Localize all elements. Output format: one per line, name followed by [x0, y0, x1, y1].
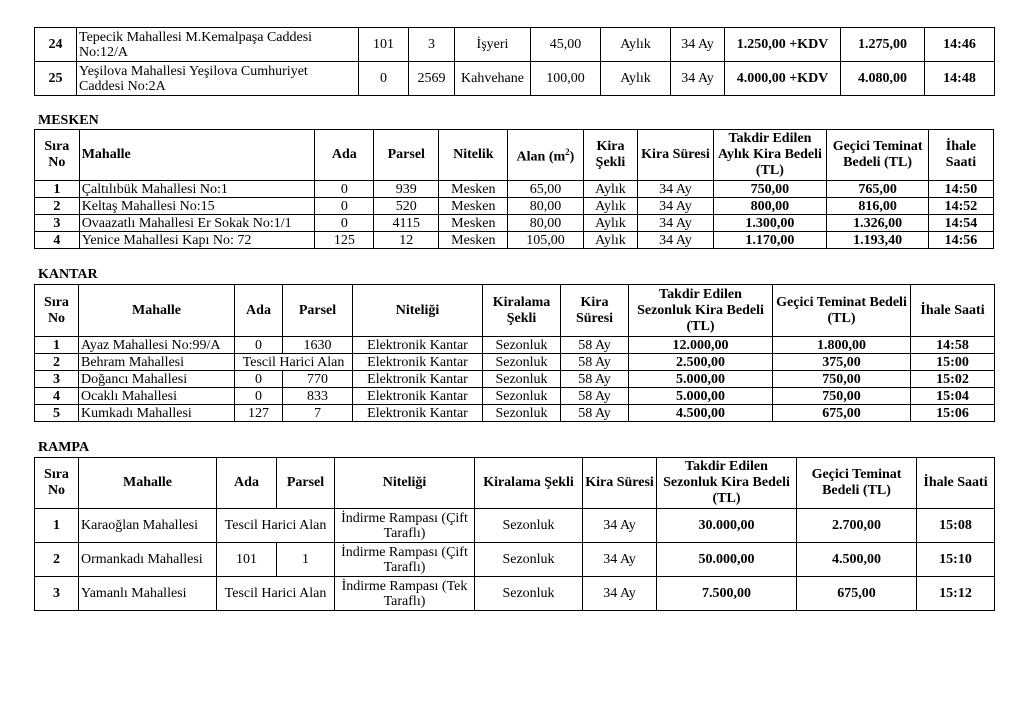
col-alan-text: Alan (m	[516, 149, 566, 165]
takdir-cell: 1.300,00	[713, 215, 827, 232]
table-row	[35, 198, 994, 215]
kira-suresi-cell: 34 Ay	[671, 62, 725, 96]
sira-no: 24	[35, 28, 77, 62]
parsel-cell: 2569	[409, 62, 455, 96]
takdir-cell: 750,00	[713, 181, 827, 198]
col-ada: Ada	[315, 130, 374, 181]
nitelik-cell: Mesken	[439, 198, 508, 215]
ihale-saati-cell: 15:04	[911, 388, 995, 405]
teminat-cell: 1.326,00	[827, 215, 929, 232]
ihale-saati-cell: 14:54	[928, 215, 993, 232]
ada-cell: 125	[315, 232, 374, 249]
parsel-cell: 939	[374, 181, 439, 198]
col-takdir: Takdir Edilen Aylık Kira Bedeli (TL)	[713, 130, 827, 181]
kantar-section-title: KANTAR	[38, 267, 98, 282]
mesken-section-title: MESKEN	[38, 113, 99, 128]
table-row	[35, 215, 994, 232]
kira-sekli-cell: Aylık	[583, 181, 638, 198]
table-row	[35, 232, 994, 249]
ada-cell: 0	[235, 371, 283, 388]
kira-sekli-cell: Aylık	[583, 232, 638, 249]
sira-no: 5	[35, 405, 79, 422]
takdir-cell: 5.000,00	[629, 371, 773, 388]
sira-no: 1	[35, 337, 79, 354]
kiralama-cell: Sezonluk	[483, 405, 561, 422]
ihale-saati-cell: 15:08	[917, 509, 995, 543]
col-sira-no: Sıra No	[35, 285, 79, 337]
col-mahalle: Mahalle	[79, 130, 315, 181]
takdir-cell: 30.000,00	[657, 509, 797, 543]
rampa-table-block	[34, 457, 995, 611]
kantar-table	[34, 284, 995, 422]
ihale-saati-cell: 15:10	[917, 543, 995, 577]
teminat-cell: 375,00	[773, 354, 911, 371]
table-row	[35, 354, 995, 371]
ihale-saati-cell: 14:50	[928, 181, 993, 198]
kiralama-cell: Sezonluk	[475, 543, 583, 577]
nitelik-cell: Mesken	[439, 215, 508, 232]
sira-no: 25	[35, 62, 77, 96]
col-parsel: Parsel	[283, 285, 353, 337]
niteligi-cell: İndirme Rampası (Çift Taraflı)	[335, 543, 475, 577]
col-parsel: Parsel	[277, 458, 335, 509]
kira-suresi-cell: 34 Ay	[671, 28, 725, 62]
ihale-saati-cell: 14:58	[911, 337, 995, 354]
sira-no: 3	[35, 371, 79, 388]
takdir-cell: 50.000,00	[657, 543, 797, 577]
sira-no: 1	[35, 181, 80, 198]
sira-no: 2	[35, 198, 80, 215]
col-takdir: Takdir Edilen Sezonluk Kira Bedeli (TL)	[629, 285, 773, 337]
niteligi-cell: Elektronik Kantar	[353, 354, 483, 371]
col-parsel: Parsel	[374, 130, 439, 181]
alan-cell: 80,00	[508, 215, 583, 232]
col-alan	[508, 130, 583, 181]
col-alan-sup: 2	[565, 147, 570, 158]
ada-cell: 0	[359, 62, 409, 96]
col-nitelik: Nitelik	[439, 130, 508, 181]
table-row	[35, 181, 994, 198]
col-teminat: Geçici Teminat Bedeli (TL)	[797, 458, 917, 509]
ihale-saati-cell: 15:06	[911, 405, 995, 422]
table-row	[35, 388, 995, 405]
col-ada: Ada	[217, 458, 277, 509]
teminat-cell: 4.500,00	[797, 543, 917, 577]
table-row	[35, 509, 995, 543]
table-header-row	[35, 458, 995, 509]
takdir-cell: 5.000,00	[629, 388, 773, 405]
table-header-row	[35, 285, 995, 337]
col-niteligi: Niteliği	[353, 285, 483, 337]
niteligi-cell: Elektronik Kantar	[353, 371, 483, 388]
table-row	[35, 405, 995, 422]
kira-suresi-cell: 34 Ay	[583, 543, 657, 577]
rampa-table	[34, 457, 995, 611]
ada-cell: 0	[235, 337, 283, 354]
teminat-cell: 675,00	[773, 405, 911, 422]
rampa-section-title: RAMPA	[38, 440, 90, 455]
ada-parsel-cell: Tescil Harici Alan	[217, 509, 335, 543]
table-row	[35, 337, 995, 354]
mahalle-cell: Karaoğlan Mahallesi	[79, 509, 217, 543]
kantar-table-block	[34, 284, 995, 422]
isyeri-table-block	[34, 27, 995, 96]
alan-cell: 100,00	[531, 62, 601, 96]
ada-parsel-cell: Tescil Harici Alan	[235, 354, 353, 371]
takdir-cell: 12.000,00	[629, 337, 773, 354]
teminat-cell: 4.080,00	[841, 62, 925, 96]
teminat-cell: 816,00	[827, 198, 929, 215]
kira-sekli-cell: Aylık	[583, 215, 638, 232]
mahalle-cell: Ovaazatlı Mahallesi Er Sokak No:1/1	[79, 215, 315, 232]
col-ihale-saati: İhale Saati	[917, 458, 995, 509]
ihale-saati-cell: 14:48	[925, 62, 995, 96]
ada-cell: 0	[235, 388, 283, 405]
alan-cell: 80,00	[508, 198, 583, 215]
table-row	[35, 371, 995, 388]
kiralama-cell: Sezonluk	[483, 371, 561, 388]
ihale-saati-cell: 14:46	[925, 28, 995, 62]
alan-cell: 65,00	[508, 181, 583, 198]
takdir-cell: 1.170,00	[713, 232, 827, 249]
nitelik-cell: İşyeri	[455, 28, 531, 62]
teminat-cell: 2.700,00	[797, 509, 917, 543]
parsel-cell: 1	[277, 543, 335, 577]
col-kira-suresi: Kira Süresi	[561, 285, 629, 337]
sira-no: 4	[35, 232, 80, 249]
mahalle-cell: Keltaş Mahallesi No:15	[79, 198, 315, 215]
mesken-table-block	[34, 129, 994, 249]
kira-suresi-cell: 58 Ay	[561, 337, 629, 354]
col-ada: Ada	[235, 285, 283, 337]
kira-sekli-cell: Aylık	[583, 198, 638, 215]
takdir-cell: 800,00	[713, 198, 827, 215]
kira-suresi-cell: 34 Ay	[638, 198, 713, 215]
kiralama-cell: Sezonluk	[483, 337, 561, 354]
alan-cell: 45,00	[531, 28, 601, 62]
teminat-cell: 1.275,00	[841, 28, 925, 62]
ihale-saati-cell: 15:02	[911, 371, 995, 388]
table-header-row	[35, 130, 994, 181]
col-kira-suresi: Kira Süresi	[583, 458, 657, 509]
sira-no: 2	[35, 354, 79, 371]
kira-suresi-cell: 58 Ay	[561, 405, 629, 422]
niteligi-cell: Elektronik Kantar	[353, 388, 483, 405]
kira-suresi-cell: 58 Ay	[561, 388, 629, 405]
col-niteligi: Niteliği	[335, 458, 475, 509]
col-teminat: Geçici Teminat Bedeli (TL)	[773, 285, 911, 337]
teminat-cell: 1.800,00	[773, 337, 911, 354]
ada-cell: 0	[315, 198, 374, 215]
kira-sekli-cell: Aylık	[601, 28, 671, 62]
takdir-cell: 1.250,00 +KDV	[725, 28, 841, 62]
ada-cell: 127	[235, 405, 283, 422]
parsel-cell: 770	[283, 371, 353, 388]
isyeri-table	[34, 27, 995, 96]
ada-cell: 101	[359, 28, 409, 62]
ihale-saati-cell: 14:52	[928, 198, 993, 215]
takdir-cell: 2.500,00	[629, 354, 773, 371]
nitelik-cell: Mesken	[439, 181, 508, 198]
col-kiralama-sekli: Kiralama Şekli	[475, 458, 583, 509]
kira-suresi-cell: 58 Ay	[561, 371, 629, 388]
sira-no: 1	[35, 509, 79, 543]
table-row	[35, 62, 995, 96]
parsel-cell: 3	[409, 28, 455, 62]
col-sira-no: Sıra No	[35, 458, 79, 509]
kiralama-cell: Sezonluk	[475, 509, 583, 543]
mahalle-cell: Çaltılıbük Mahallesi No:1	[79, 181, 315, 198]
col-ihale-saati: İhale Saati	[928, 130, 993, 181]
table-row	[35, 543, 995, 577]
takdir-cell: 4.000,00 +KDV	[725, 62, 841, 96]
ada-cell: 0	[315, 181, 374, 198]
teminat-cell: 1.193,40	[827, 232, 929, 249]
teminat-cell: 750,00	[773, 371, 911, 388]
parsel-cell: 1630	[283, 337, 353, 354]
parsel-cell: 520	[374, 198, 439, 215]
ada-cell: 101	[217, 543, 277, 577]
niteligi-cell: İndirme Rampası (Çift Taraflı)	[335, 509, 475, 543]
mahalle-cell: Behram Mahallesi	[79, 354, 235, 371]
teminat-cell: 765,00	[827, 181, 929, 198]
col-mahalle: Mahalle	[79, 285, 235, 337]
mahalle-cell: Tepecik Mahallesi M.Kemalpaşa Caddesi No:12/A	[77, 28, 359, 62]
kiralama-cell: Sezonluk	[483, 354, 561, 371]
sira-no: 3	[35, 577, 79, 611]
kiralama-cell: Sezonluk	[483, 388, 561, 405]
takdir-cell: 4.500,00	[629, 405, 773, 422]
kira-suresi-cell: 34 Ay	[583, 577, 657, 611]
col-sira-no: Sıra No	[35, 130, 80, 181]
niteligi-cell: İndirme Rampası (Tek Taraflı)	[335, 577, 475, 611]
sira-no: 3	[35, 215, 80, 232]
mahalle-cell: Ocaklı Mahallesi	[79, 388, 235, 405]
table-row	[35, 28, 995, 62]
nitelik-cell: Mesken	[439, 232, 508, 249]
nitelik-cell: Kahvehane	[455, 62, 531, 96]
parsel-cell: 4115	[374, 215, 439, 232]
mahalle-cell: Yamanlı Mahallesi	[79, 577, 217, 611]
kiralama-cell: Sezonluk	[475, 577, 583, 611]
col-kira-suresi: Kira Süresi	[638, 130, 713, 181]
col-kira-sekli: Kira Şekli	[583, 130, 638, 181]
parsel-cell: 7	[283, 405, 353, 422]
parsel-cell: 12	[374, 232, 439, 249]
ada-parsel-cell: Tescil Harici Alan	[217, 577, 335, 611]
kira-suresi-cell: 34 Ay	[638, 215, 713, 232]
alan-cell: 105,00	[508, 232, 583, 249]
mesken-table	[34, 129, 994, 249]
ihale-saati-cell: 15:12	[917, 577, 995, 611]
sira-no: 2	[35, 543, 79, 577]
teminat-cell: 750,00	[773, 388, 911, 405]
ihale-saati-cell: 15:00	[911, 354, 995, 371]
kira-suresi-cell: 58 Ay	[561, 354, 629, 371]
sira-no: 4	[35, 388, 79, 405]
ihale-saati-cell: 14:56	[928, 232, 993, 249]
kira-sekli-cell: Aylık	[601, 62, 671, 96]
kira-suresi-cell: 34 Ay	[583, 509, 657, 543]
mahalle-cell: Yenice Mahallesi Kapı No: 72	[79, 232, 315, 249]
niteligi-cell: Elektronik Kantar	[353, 337, 483, 354]
ada-cell: 0	[315, 215, 374, 232]
col-alan-close: )	[569, 149, 575, 165]
niteligi-cell: Elektronik Kantar	[353, 405, 483, 422]
mahalle-cell: Ayaz Mahallesi No:99/A	[79, 337, 235, 354]
table-row	[35, 577, 995, 611]
mahalle-cell: Ormankadı Mahallesi	[79, 543, 217, 577]
col-kiralama-sekli: Kiralama Şekli	[483, 285, 561, 337]
takdir-cell: 7.500,00	[657, 577, 797, 611]
teminat-cell: 675,00	[797, 577, 917, 611]
kira-suresi-cell: 34 Ay	[638, 181, 713, 198]
kira-suresi-cell: 34 Ay	[638, 232, 713, 249]
mahalle-cell: Yeşilova Mahallesi Yeşilova Cumhuriyet Caddesi No:2A	[77, 62, 359, 96]
col-mahalle: Mahalle	[79, 458, 217, 509]
mahalle-cell: Kumkadı Mahallesi	[79, 405, 235, 422]
mahalle-cell: Doğancı Mahallesi	[79, 371, 235, 388]
col-takdir: Takdir Edilen Sezonluk Kira Bedeli (TL)	[657, 458, 797, 509]
col-teminat: Geçici Teminat Bedeli (TL)	[827, 130, 929, 181]
col-ihale-saati: İhale Saati	[911, 285, 995, 337]
parsel-cell: 833	[283, 388, 353, 405]
